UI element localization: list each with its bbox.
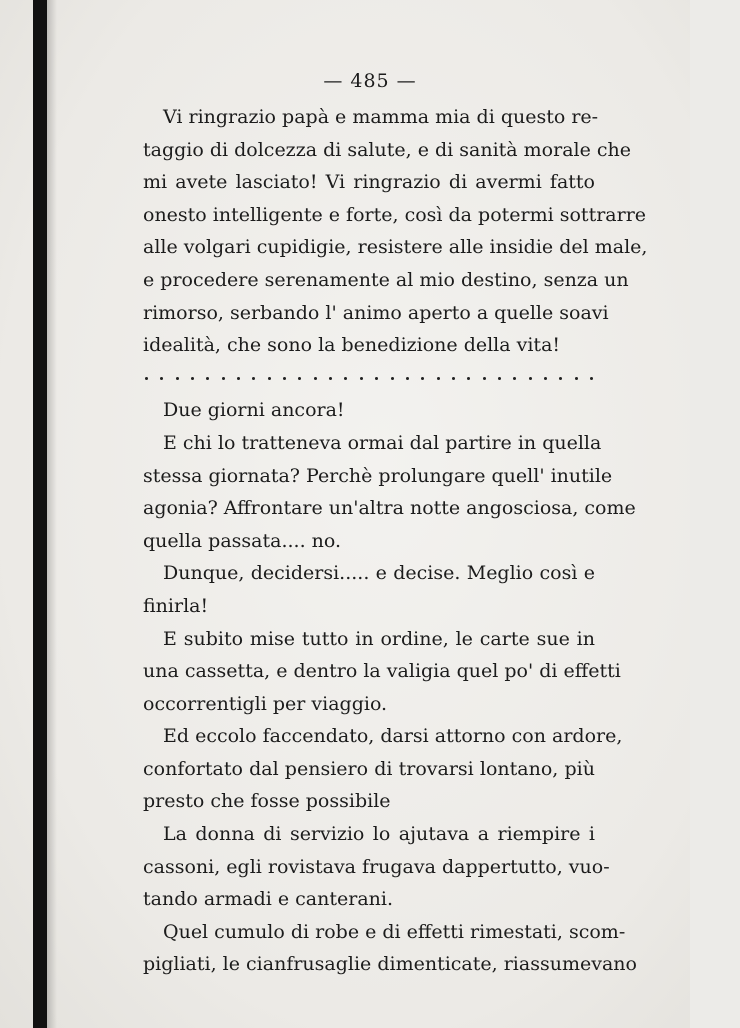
text-line: presto che fosse possibile <box>143 790 391 813</box>
text-line: e procedere serenamente al mio destino, senza un <box>143 268 629 291</box>
text-line: La donna di servizio lo ajutava a riempire i <box>163 823 595 846</box>
text-line: alle volgari cupidigie, resistere alle insidie del male, <box>143 236 648 259</box>
text-line: idealità, che sono la benedizione della vita! <box>143 334 561 357</box>
text-line: finirla! <box>143 594 209 617</box>
text-line: taggio di dolcezza di salute, e di sanità morale che <box>143 138 632 161</box>
text-line: quella passata.... no. <box>143 529 342 552</box>
text-line: mi avete lasciato! Vi ringrazio di avermi fatto <box>143 171 595 194</box>
text-line: Quel cumulo di robe e di effetti rimestati, scom- <box>163 920 626 943</box>
text-line: Vi ringrazio papà e mamma mia di questo re- <box>163 106 599 128</box>
page-number: — 485 — <box>323 70 417 92</box>
text-line: E chi lo tratteneva ormai dal partire in quella <box>163 431 602 454</box>
text-line: rimorso, serbando l' animo aperto a quelle soavi <box>143 301 609 324</box>
text-line: confortato dal pensiero di trovarsi lontano, più <box>143 757 595 780</box>
body-text <box>143 101 648 981</box>
text-line: E subito mise tutto in ordine, le carte sue in <box>163 627 595 650</box>
text-line: agonia? Affrontare un'altra notte angosciosa, come <box>143 497 636 520</box>
book-binding-edge <box>33 0 47 1028</box>
binding-shadow <box>47 0 57 1028</box>
text-line: Due giorni ancora! <box>163 399 345 422</box>
text-line: una cassetta, e dentro la valigia quel po' di effetti <box>143 660 621 683</box>
text-line: onesto intelligente e forte, così da potermi sottrarre <box>143 203 647 226</box>
section-separator-dots <box>143 362 595 395</box>
text-line: occorrentigli per viaggio. <box>143 692 388 715</box>
text-line: cassoni, egli rovistava frugava dappertutto, vuo- <box>143 855 610 878</box>
text-line: Dunque, decidersi..... e decise. Meglio così e <box>163 562 595 585</box>
text-line: tando armadi e canterani. <box>143 888 394 911</box>
text-line: stessa giornata? Perchè prolungare quell' inutile <box>143 464 613 487</box>
text-line: Ed eccolo faccendato, darsi attorno con ardore, <box>163 725 623 748</box>
text-line: pigliati, le cianfrusaglie dimenticate, riassumevano <box>143 953 637 976</box>
